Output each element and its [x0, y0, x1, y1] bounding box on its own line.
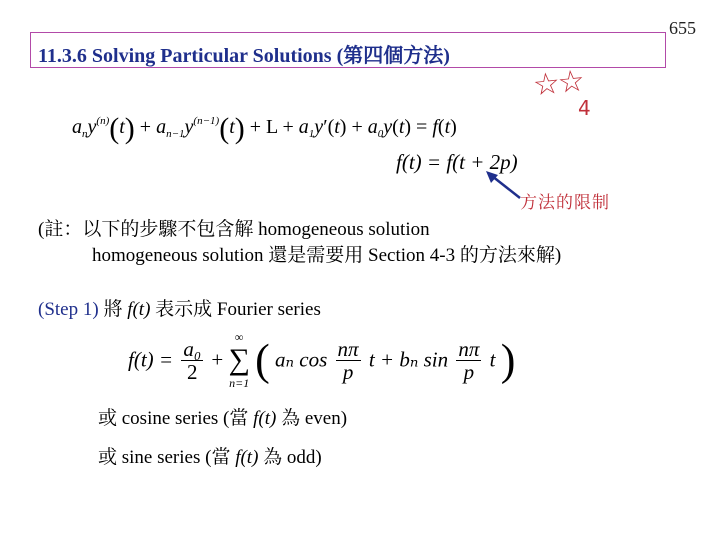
stars-icon: ☆☆: [531, 63, 585, 104]
page-title: 11.3.6 Solving Particular Solutions (第四個方法): [38, 45, 450, 67]
note-line-1: (註：以下的步驟不包含解 homogeneous solution: [38, 219, 430, 240]
ode-equation: $a_ny^{(n)}(t) + a_{n-1}y^{(n-1)}(t) + L + a_1y'(t) + a_0y(t) = f(t)$: [72, 112, 457, 145]
fourier-formula: f(t) = $\frac{\text{a₀}}{2}$ + ∞ ∑ n=1 ( aₙ cos $\frac{n\pi}{p}$ t + bₙ sin $\frac{n\pi}{p}$ t ): [128, 330, 516, 390]
step1-tag: (Step 1): [38, 299, 99, 320]
cosine-series-line: 或 cosine series (當 f(t) 為 even): [98, 408, 348, 429]
step1-line: (Step 1) 將 f(t) 表示成 Fourier series: [38, 299, 321, 320]
star-count: 4: [578, 96, 591, 120]
note-line-2: homogeneous solution 還是需要用 Section 4-3 的方法來解): [92, 245, 562, 266]
method-limit-label: 方法的限制: [520, 193, 610, 213]
sine-series-line: 或 sine series (當 f(t) 為 odd): [98, 447, 322, 468]
star-annotation: [531, 63, 584, 103]
arrow-icon: [480, 168, 524, 202]
page-number: 655: [669, 18, 696, 38]
periodic-condition: f(t) = f(t + 2p): [396, 150, 518, 174]
